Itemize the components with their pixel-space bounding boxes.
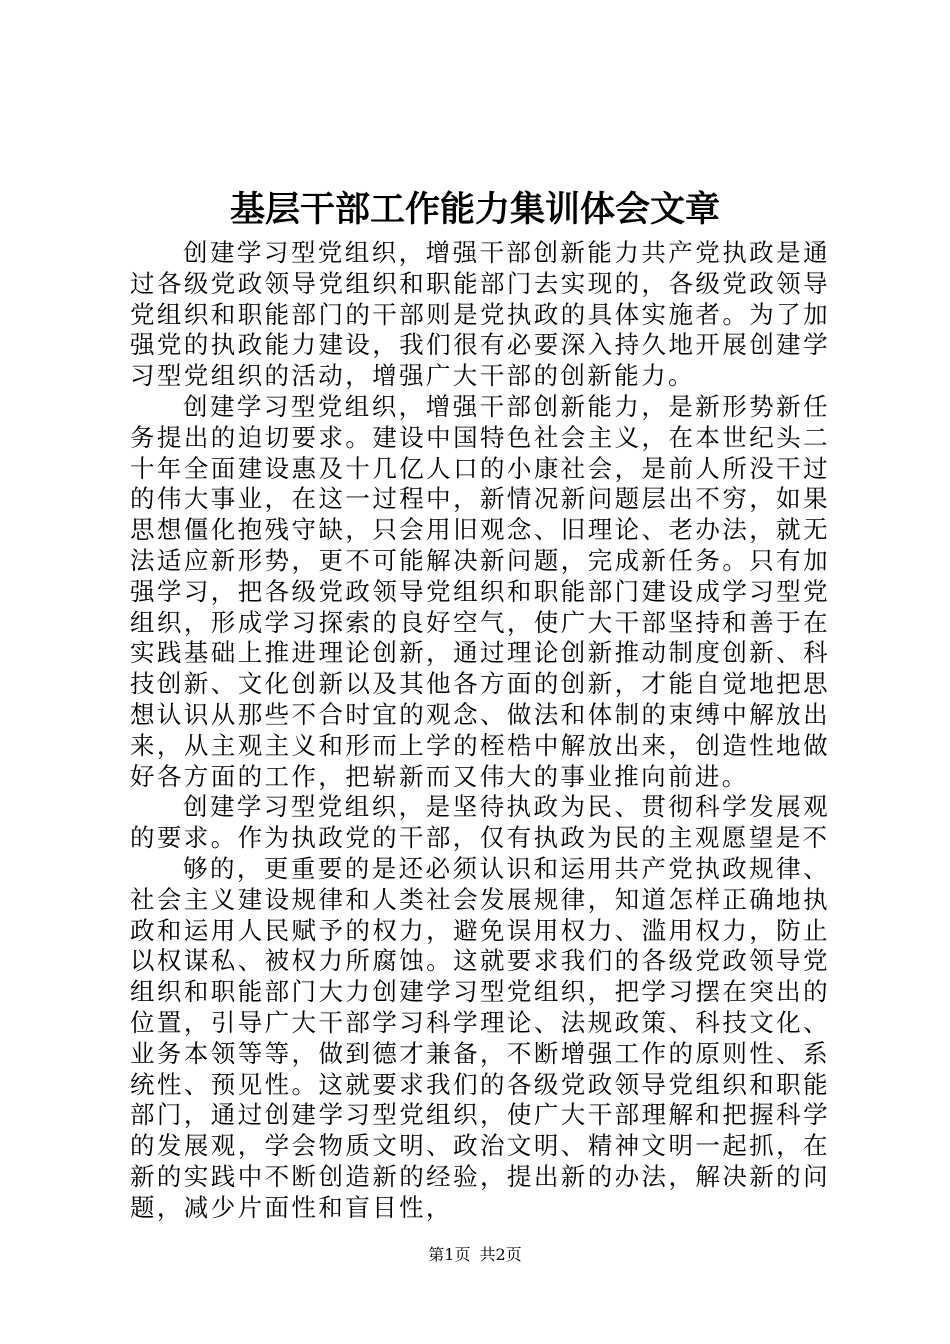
paragraph: 创建学习型党组织，增强干部创新能力共产党执政是通过各级党政领导党组织和职能部门去实现的，各级党政领导党组织和职能部门的干部则是党执政的具体实施者。为了加强党的执政能力建设，我们很有必要深入持久地开展创建学习型党组织的活动，增强广大干部的创新能力。	[130, 238, 830, 391]
document-body	[130, 238, 830, 1224]
paragraph: 创建学习型党组织，是坚待执政为民、贯彻科学发展观的要求。作为执政党的干部，仅有执政为民的主观愿望是不	[130, 792, 830, 853]
page-number: 第1页	[428, 1245, 471, 1264]
document-title: 基层干部工作能力集训体会文章	[229, 190, 720, 230]
paragraph: 创建学习型党组织，增强干部创新能力，是新形势新任务提出的迫切要求。建设中国特色社会主义，在本世纪头二十年全面建设惠及十几亿人口的小康社会，是前人所没干过的伟大事业，在这一过程中，新情况新问题层出不穷，如果思想僵化抱残守缺，只会用旧观念、旧理论、老办法，就无法适应新形势，更不可能解决新问题，完成新任务。只有加强学习，把各级党政领导党组织和职能部门建设成学习型党组织，形成学习探索的良好空气，使广大干部坚持和善于在实践基础上推进理论创新，通过理论创新推动制度创新、科技创新、文化创新以及其他各方面的创新，才能自觉地把思想认识从那些不合时宜的观念、做法和体制的束缚中解放出来，从主观主义和形而上学的桎梏中解放出来，创造性地做好各方面的工作，把崭新而又伟大的事业推向前进。	[130, 391, 830, 791]
page-footer	[0, 1244, 950, 1266]
page-total: 共2页	[479, 1245, 522, 1264]
paragraph: 够的，更重要的是还必须认识和运用共产党执政规律、社会主义建设规律和人类社会发展规律，知道怎样正确地执政和运用人民赋予的权力，避免误用权力、滥用权力，防止以权谋私、被权力所腐蚀。这就要求我们的各级党政领导党组织和职能部门大力创建学习型党组织，把学习摆在突出的位置，引导广大干部学习科学理论、法规政策、科技文化、业务本领等等，做到德才兼备，不断增强工作的原则性、系统性、预见性。这就要求我们的各级党政领导党组织和职能部门，通过创建学习型党组织，使广大干部理解和把握科学的发展观，学会物质文明、政治文明、精神文明一起抓，在新的实践中不断创造新的经验，提出新的办法，解决新的问题，减少片面性和盲目性，	[130, 853, 830, 1222]
